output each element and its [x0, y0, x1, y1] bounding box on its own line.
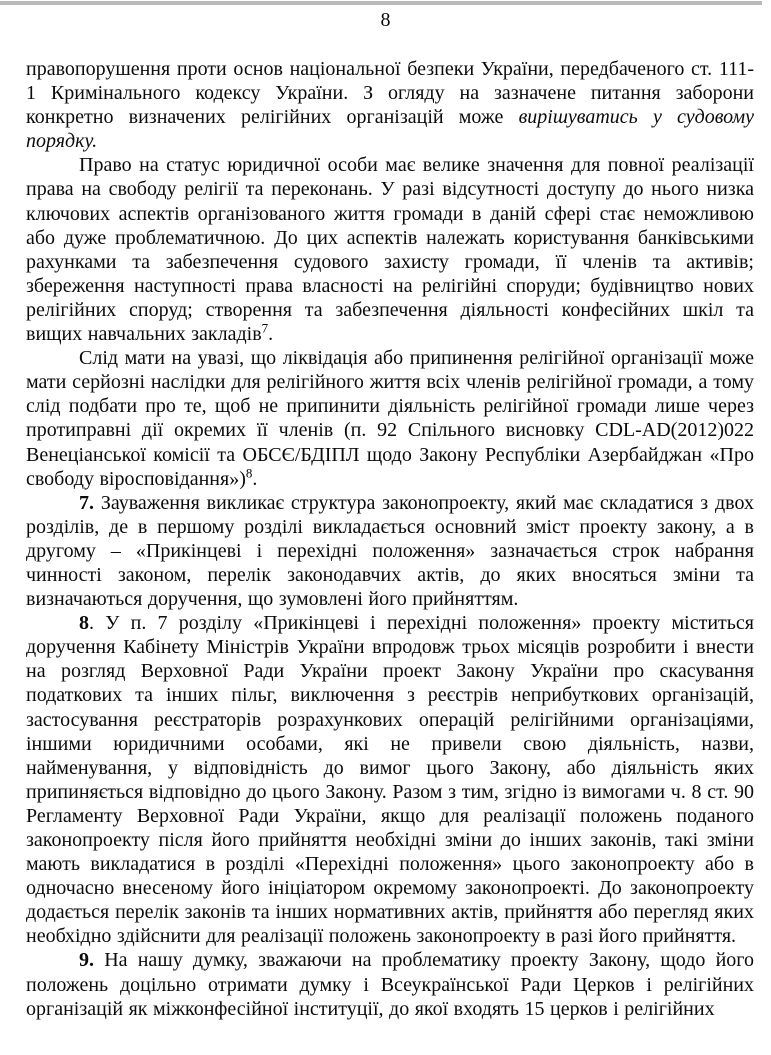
scan-artifact-top-bar: [0, 1, 762, 5]
item-number-8: 8: [79, 612, 89, 635]
item-number-7: 7.: [79, 491, 94, 514]
italic-text-segment: вирішуватись у судовому порядку.: [26, 106, 755, 153]
item-number-9: 9.: [79, 949, 94, 972]
paragraph-liquidation-consequences: [26, 346, 754, 491]
page-number: 8: [380, 9, 391, 31]
text-segment: Слід мати на увазі, що ліквідація або припинення релігійної організації може мати серйозні наслідки для релігійного життя всіх членів релігійної громади, а тому слід подбати про те, щоб не припинити діяльність релігійної громади лише через протиправні дії окремих її членів (п. 92 Спільного висновку CDL-AD(2012)022 Венеціанської комісії та ОБСЄ/БДІПЛ щодо Закону Республіки Азербайджан «Про свободу віросповідання»): [26, 347, 754, 490]
paragraph-continuation: [26, 57, 754, 153]
footnote-ref-8: 8: [245, 464, 253, 480]
paragraph-item-7: [26, 491, 754, 611]
text-segment: .: [252, 467, 258, 490]
text-segment: Право на статус юридичної особи має велике значення для повної реалізації права на свободу релігії та переконань. У разі відсутності доступу до нього низка ключових аспектів організованого життя громади в даній сфері стає неможливою або дуже проблематичною. До цих аспектів належать користування банківськими рахунками та забезпечення судового захисту громади, її членів та активів; збереження наступності права власності на релігійні споруди; будівництво нових релігійних споруд; створення та забезпечення діяльності конфесійних шкіл та вищих навчальних закладів: [26, 154, 754, 346]
footnote-ref-7: 7: [261, 320, 269, 336]
text-segment: .: [268, 323, 274, 346]
text-segment: На нашу думку, зважаючи на проблематику проекту Закону, щодо його положень доцільно отримати думку і Всеукраїнської Ради Церков і релігійних організацій як міжконфесійної інституції, до якої входять 15 церков і релігійних: [26, 949, 754, 1020]
paragraph-item-9: [26, 948, 754, 1020]
document-body: [26, 57, 754, 1021]
text-segment: . У п. 7 розділу «Прикінцеві і перехідні положення» проекту міститься доручення Кабінету Міністрів України впродовж трьох місяців розробити і внести на розгляд Верховної Ради України проект Закону України про скасування податкових та інших пільг, виключення з реєстрів неприбуткових організацій, застосування реєстраторів розрахункових операцій релігійними організаціями, іншими юридичними особами, які не привели свою діяльність, назви, найменування, у відповідність до вимог цього Закону, або діяльність яких припиняється відповідно до цього Закону. Разом з тим, згідно із вимогами ч. 8 ст. 90 Регламенту Верховної Ради України, якщо для реалізації положень поданого законопроекту після його прийняття необхідні зміни до інших законів, такі зміни мають викладатися в розділі «Перехідні положення» цього законопроекту або в одночасно внесеному його ініціатором окремому законопроекті. До законопроекту додається перелік законів та інших нормативних актів, прийняття або перегляд яких необхідно здійснити для реалізації положень законопроекту в разі його прийняття.: [26, 612, 754, 948]
paragraph-legal-entity-status: [26, 153, 754, 346]
text-segment: Зауваження викликає структура законопроекту, який має складатися з двох розділів, де в першому розділі викладається основний зміст проекту закону, а в другому – «Прикінцеві і перехідні положення» зазначається строк набрання чинності законом, перелік законодавчих актів, до яких вносяться зміни та визначаються доручення, що зумовлені його прийняттям.: [26, 491, 754, 611]
text-segment: правопорушення проти основ національної безпеки України, передбаченого ст. 111-1 Кримінального кодексу України. З огляду на зазначене питання заборони конкретно визначених релігійних організацій може: [26, 58, 754, 129]
paragraph-item-8: [26, 611, 754, 948]
